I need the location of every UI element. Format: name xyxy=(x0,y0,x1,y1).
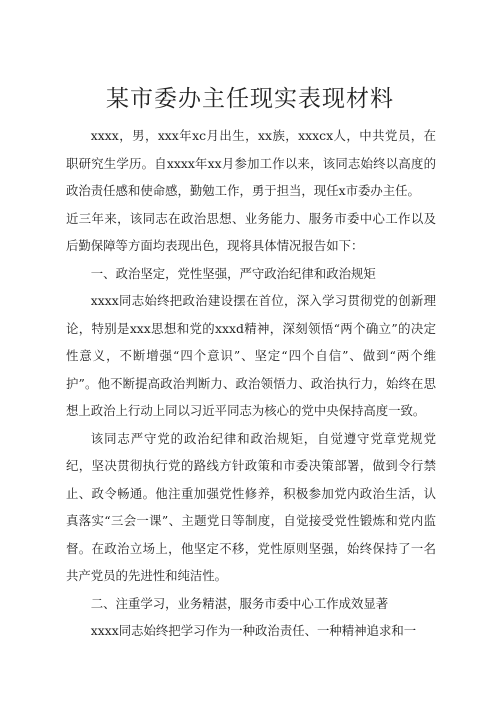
section-heading-2: 二、注重学习，业务精湛，服务市委中心工作成效显著 xyxy=(90,595,389,611)
paragraph-political-study: xxxx同志始终把政治建设摆在首位，深入学习贯彻党的创新理论，特别是xxx思想和党的xxxd精神，深刻领悟“两个确立”的决定性意义，不断增强“四个意识”、坚定“四个自信”、做到“两个维护”。他不断提高政治判断力、政治领悟力、政治执行力，始终在思想上政治上行动上同以习近平同志为核心的党中央保持高度一致。 xyxy=(66,293,436,418)
document-body xyxy=(66,122,436,645)
section-heading-1: 一、政治坚定，党性坚强，严守政治纪律和政治规矩 xyxy=(90,265,376,281)
paragraph-overview: 近三年来，该同志在政治思想、业务能力、服务市委中心工作以及后勤保障等方面均表现出色，现将具体情况报告如下： xyxy=(66,210,436,253)
paragraph-intro: xxxx，男，xxx年xc月出生，xx族，xxxcx人，中共党员，在职研究生学历。自xxxx年xx月参加工作以来，该同志始终以高度的政治责任感和使命感，勤勉工作，勇于担当，现任x市委办主任。 xyxy=(66,128,436,198)
paragraph-political-discipline: 该同志严守党的政治纪律和政治规矩，自觉遵守党章党规党纪，坚决贯彻执行党的路线方针政策和市委决策部署，做到令行禁止、政令畅通。他注重加强党性修养，积极参加党内政治生活，认真落实“三会一课”、主题党日等制度，自觉接受党性锻炼和党内监督。在政治立场上，他坚定不移，党性原则坚强，始终保持了一名共产党员的先进性和纯洁性。 xyxy=(66,430,436,583)
document-title: 某市委办主任现实表现材料 xyxy=(106,86,394,112)
paragraph-learning: xxxx同志始终把学习作为一种政治责任、一种精神追求和一 xyxy=(90,623,417,638)
